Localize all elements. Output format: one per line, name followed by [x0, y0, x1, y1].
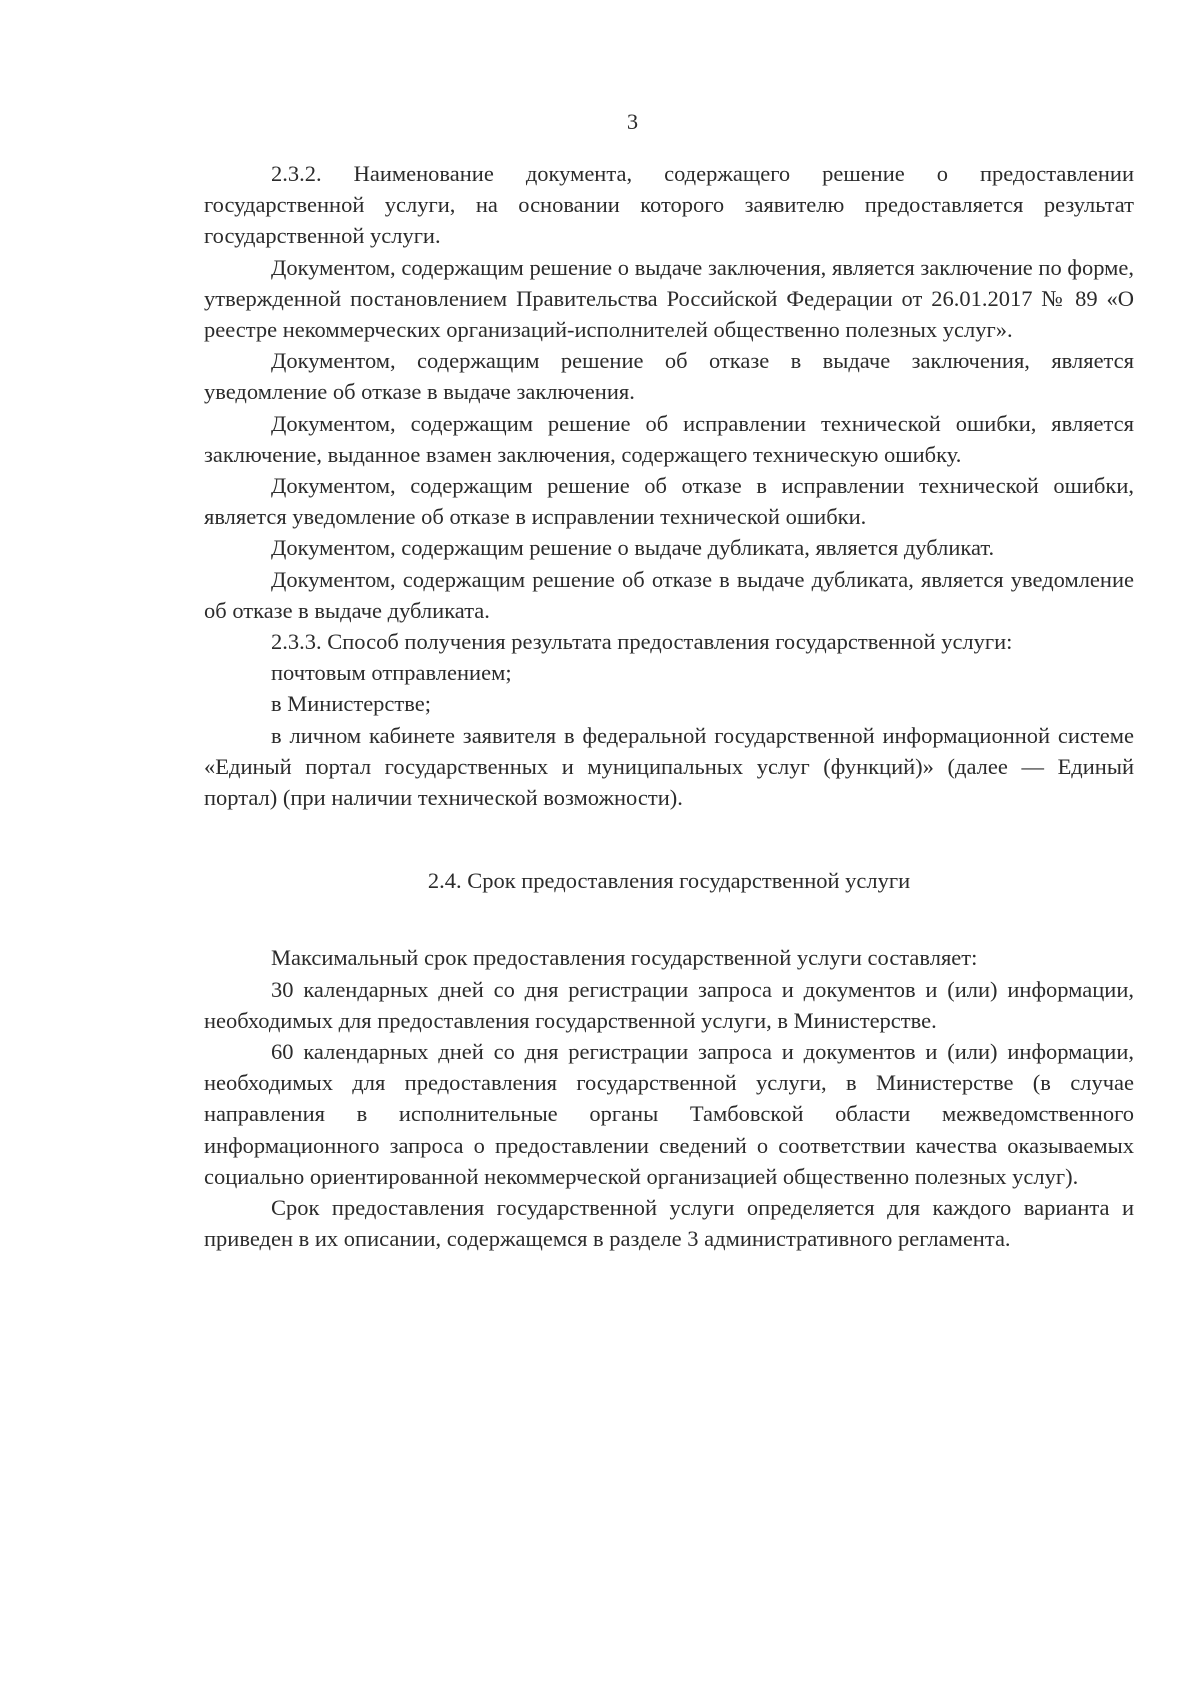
section-heading-2-4: 2.4. Срок предоставления государственной услуги	[427, 868, 911, 894]
list-item-postal: почтовым отправлением;	[271, 660, 512, 686]
paragraph-term-variants: Срок предоставления государственной услуги определяется для каждого варианта и приведен в их описании, содержащемся в разделе 3 административного регламента.	[204, 1195, 1134, 1252]
paragraph-duplicate: Документом, содержащим решение о выдаче дубликата, является дубликат.	[271, 535, 995, 561]
paragraph-60-days: 60 календарных дней со дня регистрации запроса и документов и (или) информации, необходимых для предоставления государственной услуги, в Министерстве (в случае направления в исполнительные органы Тамбовской области межведомственного информационного запроса о предоставлении сведений о соответствии качества оказываемых социально ориентированной некоммерческой организацией общественно полезных услуг).	[204, 1039, 1134, 1189]
paragraph-refusal-conclusion: Документом, содержащим решение об отказе в выдаче заключения, является уведомление об отказе в выдаче заключения.	[204, 348, 1134, 405]
page-number: 3	[626, 109, 639, 134]
paragraph-refusal-duplicate: Документом, содержащим решение об отказе в выдаче дубликата, является уведомление об отказе в выдаче дубликата.	[204, 566, 1134, 623]
list-item-portal: в личном кабинете заявителя в федеральной государственной информационной системе «Единый портал государственных и муниципальных услуг (функций)» (далее — Единый портал) (при наличии технической возможности).	[204, 722, 1134, 811]
paragraph-error-correction: Документом, содержащим решение об исправлении технической ошибки, является заключение, выданное взамен заключения, содержащего техническую ошибку.	[204, 410, 1134, 467]
paragraph-2-3-3: 2.3.3. Способ получения результата предоставления государственной услуги:	[271, 629, 1013, 655]
list-item-ministry: в Министерстве;	[271, 691, 431, 717]
paragraph-2-3-2: 2.3.2. Наименование документа, содержащего решение о предоставлении государственной услуги, на основании которого заявителю предоставляется результат государственной услуги.	[204, 161, 1134, 249]
paragraph-30-days: 30 календарных дней со дня регистрации запроса и документов и (или) информации, необходимых для предоставления государственной услуги, в Министерстве.	[204, 976, 1134, 1033]
document-body	[204, 158, 1134, 1255]
paragraph-refusal-error-correction: Документом, содержащим решение об отказе в исправлении технической ошибки, является уведомление об отказе в исправлении технической ошибки.	[204, 473, 1134, 530]
paragraph-conclusion-document: Документом, содержащим решение о выдаче заключения, является заключение по форме, утвержденной постановлением Правительства Российской Федерации от 26.01.2017 № 89 «О реестре некоммерческих организаций-исполнителей общественно полезных услуг».	[204, 254, 1134, 343]
paragraph-max-term: Максимальный срок предоставления государственной услуги составляет:	[271, 945, 978, 971]
